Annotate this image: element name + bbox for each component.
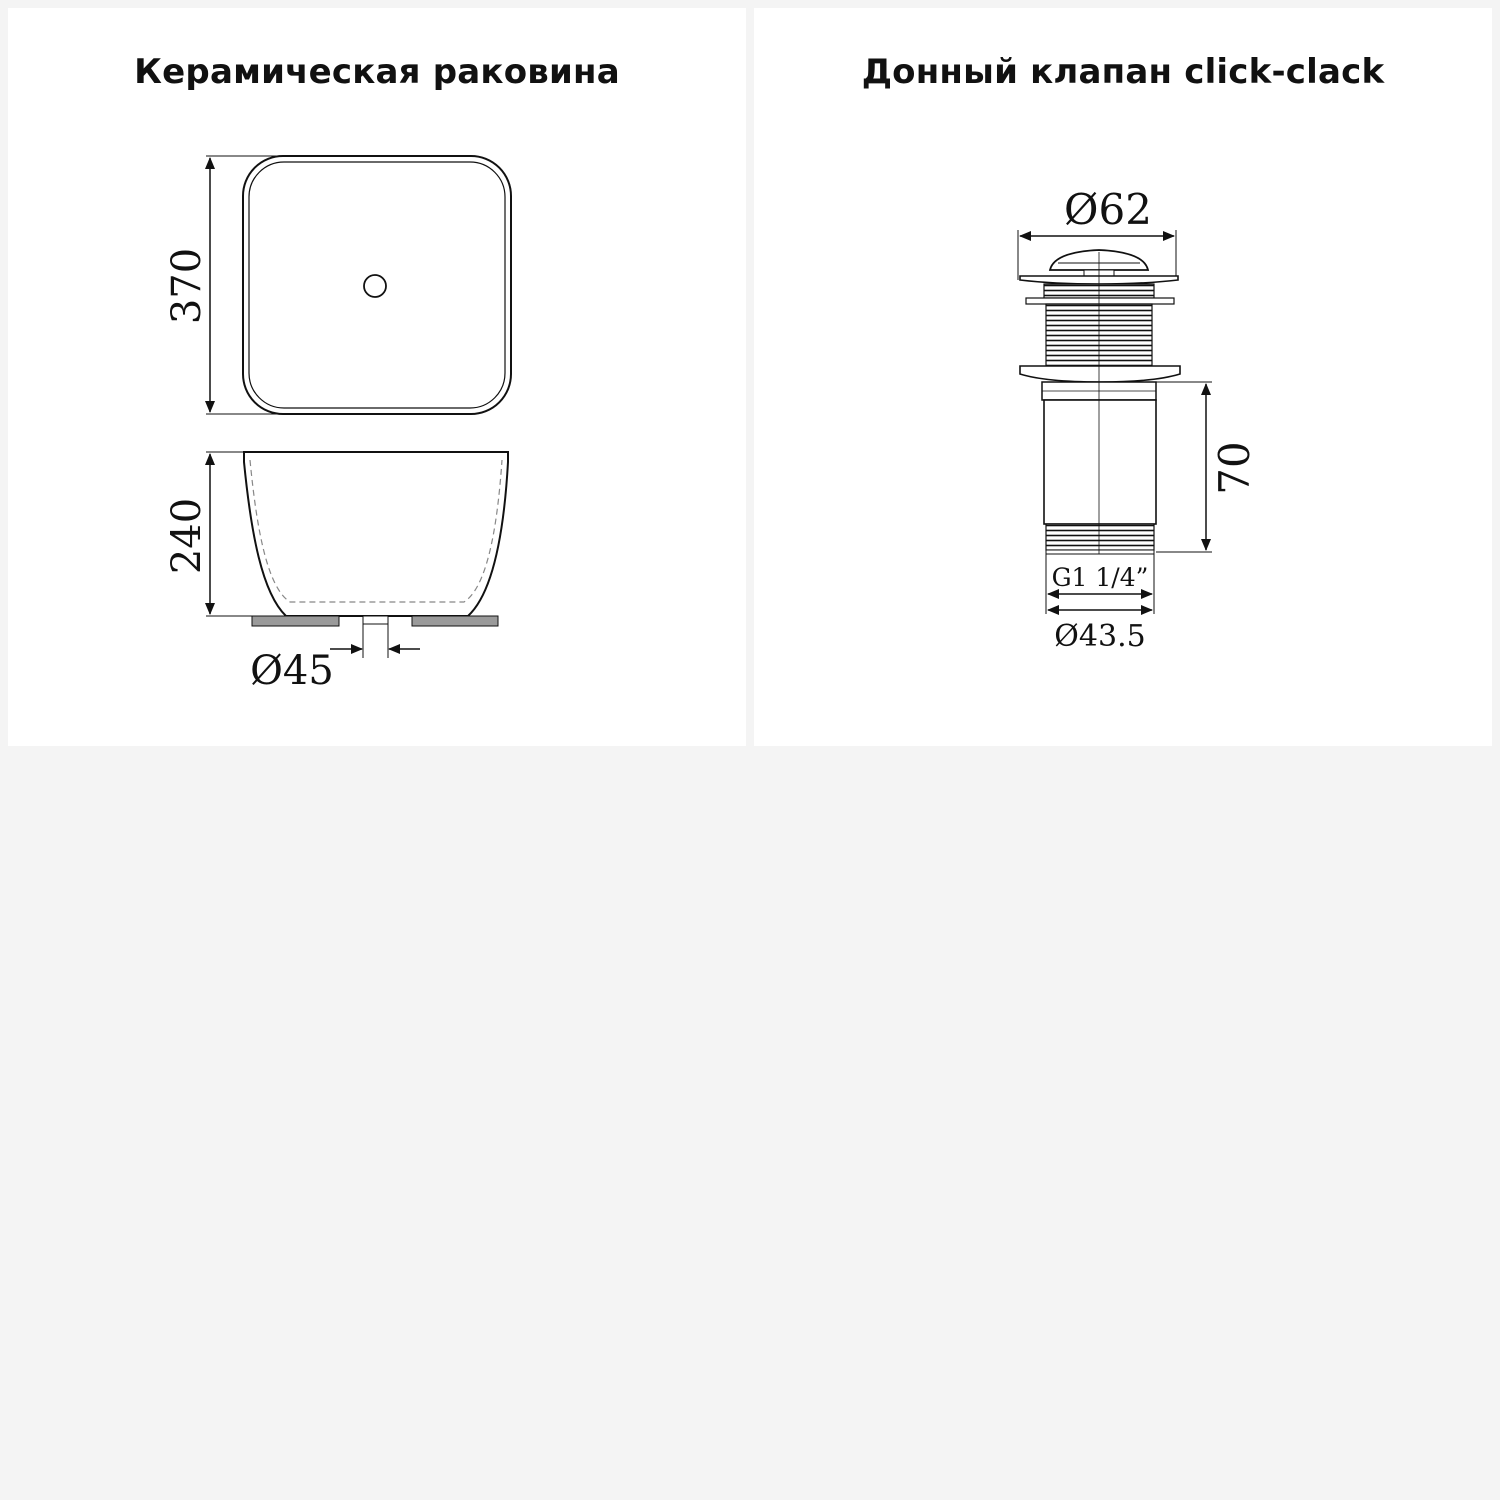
drain-hole [364, 275, 386, 297]
valve-panel [754, 8, 1492, 746]
countertop-right [412, 616, 498, 626]
depth-dimension [164, 156, 326, 414]
sink-top-view [243, 156, 511, 414]
valve-drawing [754, 8, 1492, 746]
sink-panel [8, 8, 746, 746]
sink-side-view [244, 452, 508, 626]
drain-diameter-dimension [250, 624, 420, 694]
length-dimension [1156, 382, 1259, 552]
sink-drawing [8, 8, 746, 746]
drain-diameter-label: Ø45 [250, 648, 334, 694]
thread-diameter-label: Ø43.5 [1054, 619, 1146, 654]
depth-label: 370 [164, 247, 210, 325]
countertop-left [252, 616, 339, 626]
valve-title: Донный клапан click-clack [861, 52, 1385, 92]
top-diameter-label: Ø62 [1064, 185, 1152, 234]
empty-background-area [0, 754, 1500, 1500]
drain-pipe [363, 616, 388, 624]
length-label: 70 [1210, 441, 1259, 495]
height-dimension [164, 452, 252, 616]
height-label: 240 [164, 497, 210, 575]
valve-body [1020, 250, 1180, 554]
thread-label: G1 1/4” [1051, 563, 1149, 592]
sink-title: Керамическая раковина [134, 52, 620, 92]
thread-diameter-dimension [1046, 554, 1154, 654]
